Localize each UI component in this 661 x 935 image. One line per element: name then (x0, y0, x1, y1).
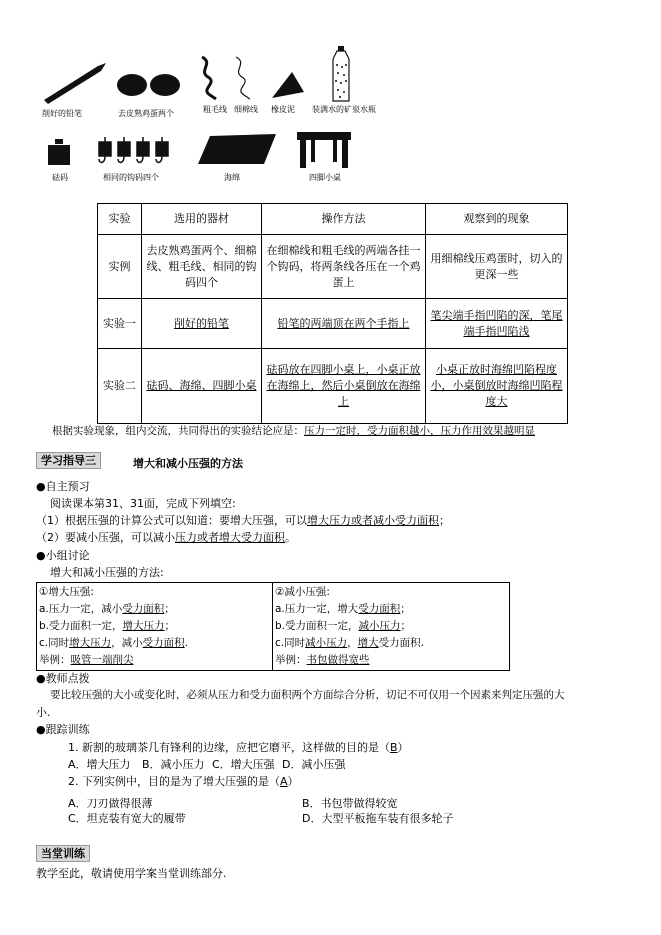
decrease-b (275, 618, 507, 635)
self-study-q2 (36, 530, 296, 545)
label-weight: 砝码 (52, 173, 68, 182)
row-equipment: 削好的铅笔 (142, 299, 262, 349)
decrease-c (275, 635, 507, 652)
decrease-a (275, 601, 507, 618)
q1-option-a: A．增大压力 (68, 758, 131, 771)
teacher-line-1: 要比较压强的大小或变化时，必须从压力和受力面积两个方面综合分析，切记不可仅用一个因素来判定压强的大 (50, 689, 565, 701)
answer: 增大 (357, 637, 379, 649)
conclusion-prefix: 根据实验现象，组内交流，共同得出的实验结论应是： (52, 425, 304, 437)
q2-option-d: D．大型平板拖车装有很多轮子 (302, 812, 454, 825)
text: b.受力面积一定， (275, 620, 359, 632)
decrease-pressure-cell (273, 583, 510, 671)
increase-b (39, 618, 270, 635)
q2-answer: A (280, 775, 288, 788)
decrease-example (275, 652, 507, 669)
bottle-image (330, 45, 352, 103)
increase-c (39, 635, 270, 652)
q1-text: 1. 新割的玻璃茶几有锋利的边缘，应把它磨平，这样做的目的是（ (68, 741, 390, 754)
text: c.同时 (275, 637, 306, 649)
text: ； (164, 620, 176, 632)
answer: 增大压力 (69, 637, 112, 649)
text: ； (164, 603, 175, 615)
text: 受力面积. (378, 637, 424, 649)
teacher-heading: ●教师点拨 (36, 672, 90, 685)
q2-option-c: C．坦克装有宽大的履带 (68, 812, 186, 825)
increase-example (39, 652, 270, 669)
q1-answer: 增大压力或者减小受力面积 (307, 514, 439, 527)
teacher-line-2: 小. (36, 706, 51, 719)
label-thin-thread: 细棉线 (234, 105, 258, 114)
group-heading: ●小组讨论 (36, 549, 90, 562)
decrease-title: ②减小压强: (275, 586, 330, 598)
q1-option-c: C．增大压强 (212, 758, 275, 771)
q1-option-d: D．减小压强 (282, 758, 346, 771)
methods-table (36, 582, 510, 671)
header-experiment: 实验 (98, 204, 142, 235)
self-study-q1 (36, 513, 450, 528)
text: a.压力一定，增大 (275, 603, 359, 615)
increase-pressure-cell (37, 583, 273, 671)
row-method: 砝码放在四脚小桌上，小桌正放在海绵上，然后小桌倒放在海绵上 (262, 349, 426, 424)
q1-option-b: B．减小压力 (142, 758, 205, 771)
q1-suffix: ； (439, 514, 450, 527)
header-equipment: 选用的器材 (142, 204, 262, 235)
pencil-image (42, 60, 112, 105)
header-phenomenon: 观察到的现象 (426, 204, 568, 235)
answer: 增大压力 (122, 620, 165, 632)
threads-image (196, 55, 266, 103)
text: ， (347, 637, 358, 649)
row-phenomenon: 笔尖端手指凹陷的深，笔尾端手指凹陷浅 (426, 299, 568, 349)
section-title: 增大和减小压强的方法 (133, 457, 243, 470)
conclusion-line (52, 424, 535, 439)
q2-suffix: 。 (285, 531, 296, 544)
row-method: 在细棉线和粗毛线的两端各挂一个钩码，将两条线各压在一个鸡蛋上 (262, 235, 426, 299)
increase-a (39, 601, 270, 618)
question-1 (68, 740, 409, 755)
answer: 书包做得宽些 (306, 654, 370, 666)
table-row (98, 349, 568, 424)
q2-option-a: A．刀刃做得很薄 (68, 797, 153, 810)
header-method: 操作方法 (262, 204, 426, 235)
row-phenomenon: 小桌正放时海绵凹陷程度小，小桌倒放时海绵凹陷程度大 (426, 349, 568, 424)
conclusion-answer: 压力一定时，受力面积越小，压力作用效果越明显 (304, 425, 535, 437)
row-method: 铅笔的两端顶在两个手指上 (262, 299, 426, 349)
text: ； (400, 620, 412, 632)
label-sponge: 海绵 (224, 173, 240, 182)
text: ，减小 (111, 637, 143, 649)
text: 举例： (39, 654, 71, 666)
row-equipment: 砝码、海绵、四脚小桌 (142, 349, 262, 424)
answer: 受力面积 (358, 603, 401, 615)
row-name: 实验一 (98, 299, 142, 349)
table-row (98, 235, 568, 299)
answer: 减小压力 (358, 620, 401, 632)
increase-title: ①增大压强: (39, 586, 94, 598)
label-thick-thread: 粗毛线 (203, 105, 227, 114)
answer: 受力面积 (122, 603, 165, 615)
question-2 (68, 774, 299, 789)
row-equipment: 去皮熟鸡蛋两个、细棉线、粗毛线、相同的钩码四个 (142, 235, 262, 299)
table-header-row (98, 204, 568, 235)
group-intro: 增大和减小压强的方法: (50, 566, 164, 579)
self-study-heading: ●自主预习 (36, 480, 90, 493)
eggs-image (116, 72, 182, 98)
text: c.同时 (39, 637, 70, 649)
label-small-table: 四脚小桌 (309, 173, 341, 182)
classroom-text: 教学至此，敬请使用学案当堂训练部分. (36, 867, 227, 880)
answer: 减小压力 (305, 637, 348, 649)
label-eggs: 去皮熟鸡蛋两个 (118, 109, 174, 118)
q1-close: ） (397, 741, 409, 754)
weight-image (46, 138, 72, 166)
answer: 吸管一端削尖 (70, 654, 134, 666)
plasticine-image (270, 68, 306, 102)
label-pencil: 削好的铅笔 (42, 109, 82, 118)
row-name: 实例 (98, 235, 142, 299)
row-phenomenon: 用细棉线压鸡蛋时，切入的更深一些 (426, 235, 568, 299)
small-table-image (296, 130, 352, 170)
table-row (98, 299, 568, 349)
label-plasticine: 橡皮泥 (271, 105, 295, 114)
text: 举例： (275, 654, 307, 666)
text: ； (400, 603, 411, 615)
answer: 受力面积 (142, 637, 185, 649)
classroom-tag: 当堂训练 (36, 845, 90, 862)
q2-text: 2. 下列实例中，目的是为了增大压强的是（ (68, 775, 280, 788)
experiment-table (97, 203, 568, 424)
label-hooks: 相同的钩码四个 (103, 173, 159, 182)
q2-answer: 压力或者增大受力面积 (175, 531, 285, 544)
hooks-image (95, 134, 175, 170)
label-bottle: 装满水的矿泉水瓶 (312, 105, 376, 114)
text: b.受力面积一定， (39, 620, 123, 632)
self-study-intro: 阅读课本第31、31面，完成下列填空: (50, 497, 236, 510)
q2-option-b: B．书包带做得较宽 (302, 797, 398, 810)
row-name: 实验二 (98, 349, 142, 424)
q2-prefix: （2）要减小压强，可以减小 (36, 531, 175, 544)
q2-close: ） (287, 775, 299, 788)
sponge-image (196, 130, 278, 168)
q1-answer: B (390, 741, 398, 754)
text: . (184, 637, 188, 649)
tracking-heading: ●跟踪训练 (36, 723, 90, 736)
section-tag: 学习指导三 (36, 452, 101, 469)
q1-prefix: （1）根据压强的计算公式可以知道：要增大压强，可以 (36, 514, 307, 527)
text: a.压力一定，减小 (39, 603, 123, 615)
